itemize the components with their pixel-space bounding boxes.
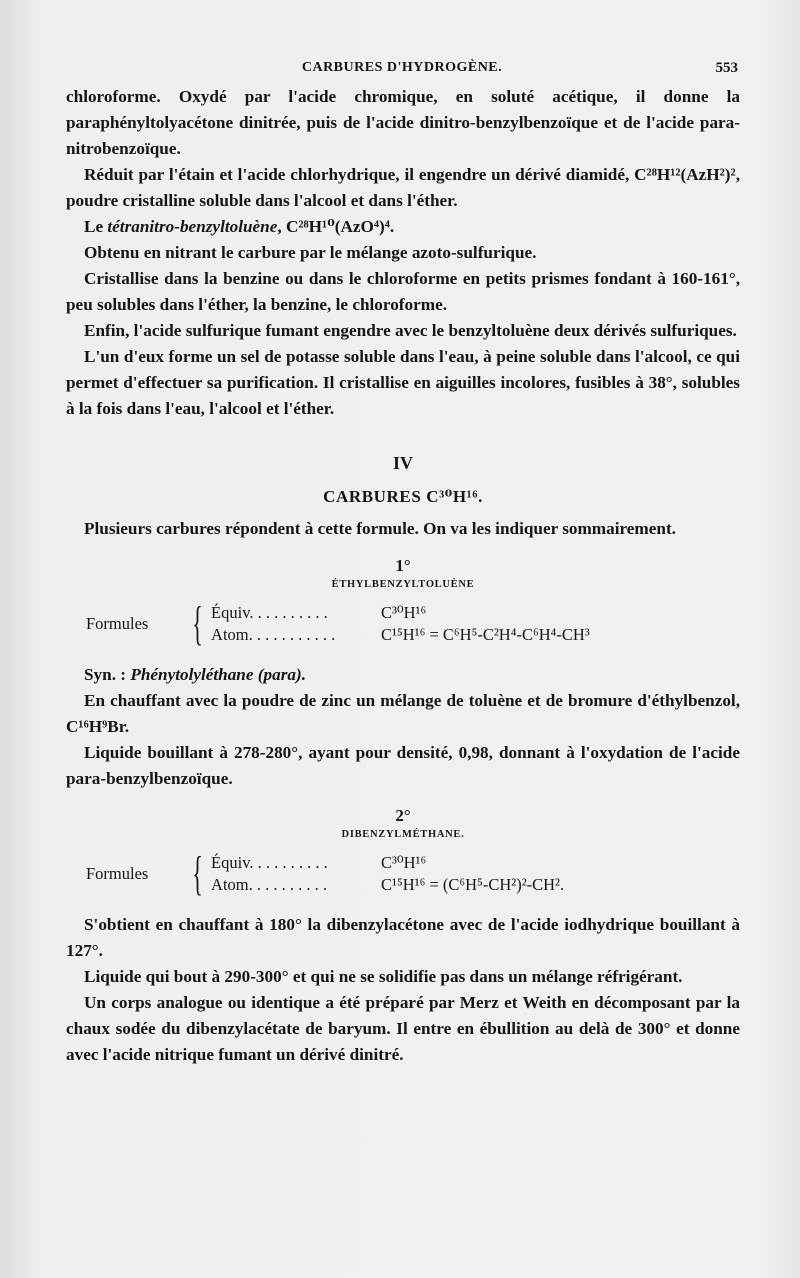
- compound1-properties: Liquide bouillant à 278-280°, ayant pour densité, 0,98, donnant à l'oxydation de l'acide para-benzylbenzoïque.: [66, 743, 740, 788]
- compound1-formulas: [86, 597, 740, 650]
- paragraph-sulfuric: Enfin, l'acide sulfurique fumant engendre avec le benzyltoluène deux dérivés sulfuriques.: [84, 321, 737, 340]
- paragraph-crystallization: Cristallise dans la benzine ou dans le chloroforme en petits prismes fondant à 160-161°, peu solubles dans l'éther, la benzine, le chloroforme.: [66, 269, 740, 314]
- equiv-key: Équiv. . . . . . . . . .: [211, 603, 328, 622]
- atom-value: C¹⁵H¹⁶ = C⁶H⁵-C²H⁴-C⁶H⁴-CH³: [381, 625, 590, 644]
- section-number: IV: [392, 453, 413, 473]
- tetranitro-name: tétranitro-benzyltoluène: [107, 217, 278, 236]
- page-body: [66, 84, 740, 1068]
- compound2-boiling: Liquide qui bout à 290-300° et qui ne se solidifie pas dans un mélange réfrigérant.: [84, 967, 683, 986]
- equiv-key: Équiv. . . . . . . . . .: [211, 853, 328, 872]
- equiv-value: C³⁰H¹⁶: [381, 603, 427, 622]
- paragraph-continuation: chloroforme. Oxydé par l'acide chromique, en soluté acétique, il donne la paraphényltolyacétone dinitrée, puis de l'acide dinitro-benzylbenzoïque et de l'acide para-nitrobenzoïque.: [66, 87, 740, 158]
- running-title: CARBURES D'HYDROGÈNE.: [301, 60, 503, 75]
- compound1-preparation: En chauffant avec la poudre de zinc un mélange de toluène et de bromure d'éthylbenzol, C¹⁶H⁹Br.: [66, 691, 740, 736]
- atom-key: Atom. . . . . . . . . .: [211, 875, 328, 894]
- atom-key: Atom. . . . . . . . . . .: [211, 625, 336, 644]
- compound2-analogue: Un corps analogue ou identique a été préparé par Merz et Weith en décomposant par la chaux sodée du dibenzylacétate de baryum. Il entre en ébullition au delà de 300° et donne avec l'acide nitrique fumant un dérivé dinitré.: [66, 993, 740, 1064]
- synonym-line: [66, 662, 740, 688]
- tetranitro-prefix: Le: [84, 217, 108, 236]
- paragraph-obtention: Obtenu en nitrant le carbure par le mélange azoto-sulfurique.: [84, 243, 537, 262]
- brace-glyph: {: [192, 847, 203, 900]
- synonym-prefix: Syn. :: [84, 665, 131, 684]
- page-number: 553: [715, 60, 738, 76]
- compound1-number: 1°: [395, 556, 411, 575]
- formula-label: Formules: [86, 864, 149, 883]
- section-lead: Plusieurs carbures répondent à cette formule. On va les indiquer sommairement.: [84, 519, 676, 538]
- brace-glyph: {: [192, 597, 203, 650]
- equiv-value: C³⁰H¹⁶: [381, 853, 427, 872]
- compound2-preparation: S'obtient en chauffant à 180° la dibenzylacétone avec de l'acide iodhydrique bouillant à 127°.: [66, 915, 740, 960]
- page-header: [66, 60, 738, 84]
- paragraph-tetranitro: [66, 214, 740, 240]
- compound2-formulas: [86, 847, 740, 900]
- compound1-name: ÉTHYLBENZYLTOLUÈNE: [331, 579, 475, 590]
- paragraph-potash-salt: L'un d'eux forme un sel de potasse soluble dans l'eau, à peine soluble dans l'alcool, ce qui permet d'effectuer sa purification. Il cristallise en aiguilles incolores, fusibles à 38°, solubles à la fois dans l'eau, l'alcool et l'éther.: [66, 347, 740, 418]
- paragraph-reduction: Réduit par l'étain et l'acide chlorhydrique, il engendre un dérivé diamidé, C²⁸H¹²(AzH²)², poudre cristalline soluble dans l'alcool et dans l'éther.: [66, 165, 740, 210]
- compound2-number: 2°: [395, 806, 411, 825]
- section-title: CARBURES C³⁰H¹⁶.: [323, 487, 483, 506]
- atom-value: C¹⁵H¹⁶ = (C⁶H⁵-CH²)²-CH².: [381, 875, 565, 894]
- formula-label: Formules: [86, 614, 149, 633]
- synonym-name: Phénytolyléthane (para).: [130, 665, 307, 684]
- compound2-name: DIBENZYLMÉTHANE.: [341, 829, 465, 840]
- tetranitro-formula: , C²⁸H¹⁰(AzO⁴)⁴.: [277, 217, 395, 236]
